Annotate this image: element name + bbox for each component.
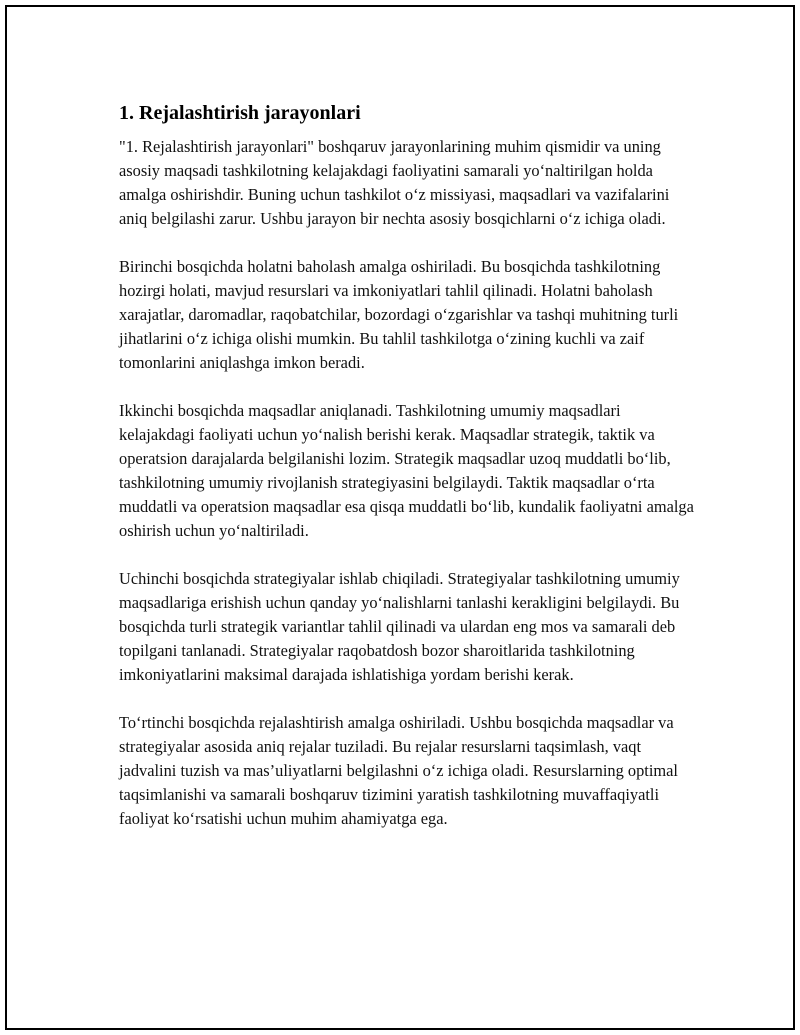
document-body bbox=[119, 101, 695, 855]
paragraph-stage-4: To‘rtinchi bosqichda rejalashtirish amalga oshiriladi. Ushbu bosqichda maqsadlar va strategiyalar asosida aniq rejalar tuziladi. Bu rejalar resurslarni taqsimlash, vaqt jadvalini tuzish va mas’uliyatlarni belgilashni o‘z ichiga oladi. Resurslarning optimal taqsimlanishi va samarali boshqaruv tizimini yaratish tashkilotning muvaffaqiyatli faoliyat ko‘rsatishi uchun muhim ahamiyatga ega. bbox=[119, 713, 678, 828]
section-heading: 1. Rejalashtirish jarayonlari bbox=[119, 102, 361, 124]
paragraph-stage-1: Birinchi bosqichda holatni baholash amalga oshiriladi. Bu bosqichda tashkilotning hozirgi holati, mavjud resurslari va imkoniyatlari tahlil qilinadi. Holatni baholash xarajatlar, daromadlar, raqobatchilar, bozordagi o‘zgarishlar va tashqi muhitning turli jihatlarini o‘z ichiga olishi mumkin. Bu tahlil tashkilotga o‘zining kuchli va zaif tomonlarini aniqlashga imkon beradi. bbox=[119, 257, 679, 372]
paragraph-intro: "1. Rejalashtirish jarayonlari" boshqaruv jarayonlarining muhim qismidir va uning asosiy maqsadi tashkilotning kelajakdagi faoliyatini samarali yo‘naltirilgan holda amalga oshirishdir. Buning uchun tashkilot o‘z missiyasi, maqsadlari va vazifalarini aniq belgilashi zarur. Ushbu jarayon bir nechta asosiy bosqichlarni o‘z ichiga oladi. bbox=[119, 137, 670, 228]
page-border bbox=[5, 5, 795, 1030]
paragraph-stage-2: Ikkinchi bosqichda maqsadlar aniqlanadi. Tashkilotning umumiy maqsadlari kelajakdagi faoliyati uchun yo‘nalish berishi kerak. Maqsadlar strategik, taktik va operatsion darajalarda belgilanishi lozim. Strategik maqsadlar uzoq muddatli bo‘lib, tashkilotning umumiy rivojlanish strategiyasini belgilaydi. Taktik maqsadlar o‘rta muddatli va operatsion maqsadlar esa qisqa muddatli bo‘lib, kundalik faoliyatni amalga oshirish uchun yo‘naltiriladi. bbox=[119, 401, 694, 540]
paragraph-stage-3: Uchinchi bosqichda strategiyalar ishlab chiqiladi. Strategiyalar tashkilotning umumiy maqsadlariga erishish uchun qanday yo‘nalishlarni tanlashi kerakligini belgilaydi. Bu bosqichda turli strategik variantlar tahlil qilinadi va ulardan eng mos va samarali deb topilgani tanlanadi. Strategiyalar raqobatdosh bozor sharoitlarida tashkilotning imkoniyatlarini maksimal darajada ishlatishiga yordam berishi kerak. bbox=[119, 569, 680, 684]
